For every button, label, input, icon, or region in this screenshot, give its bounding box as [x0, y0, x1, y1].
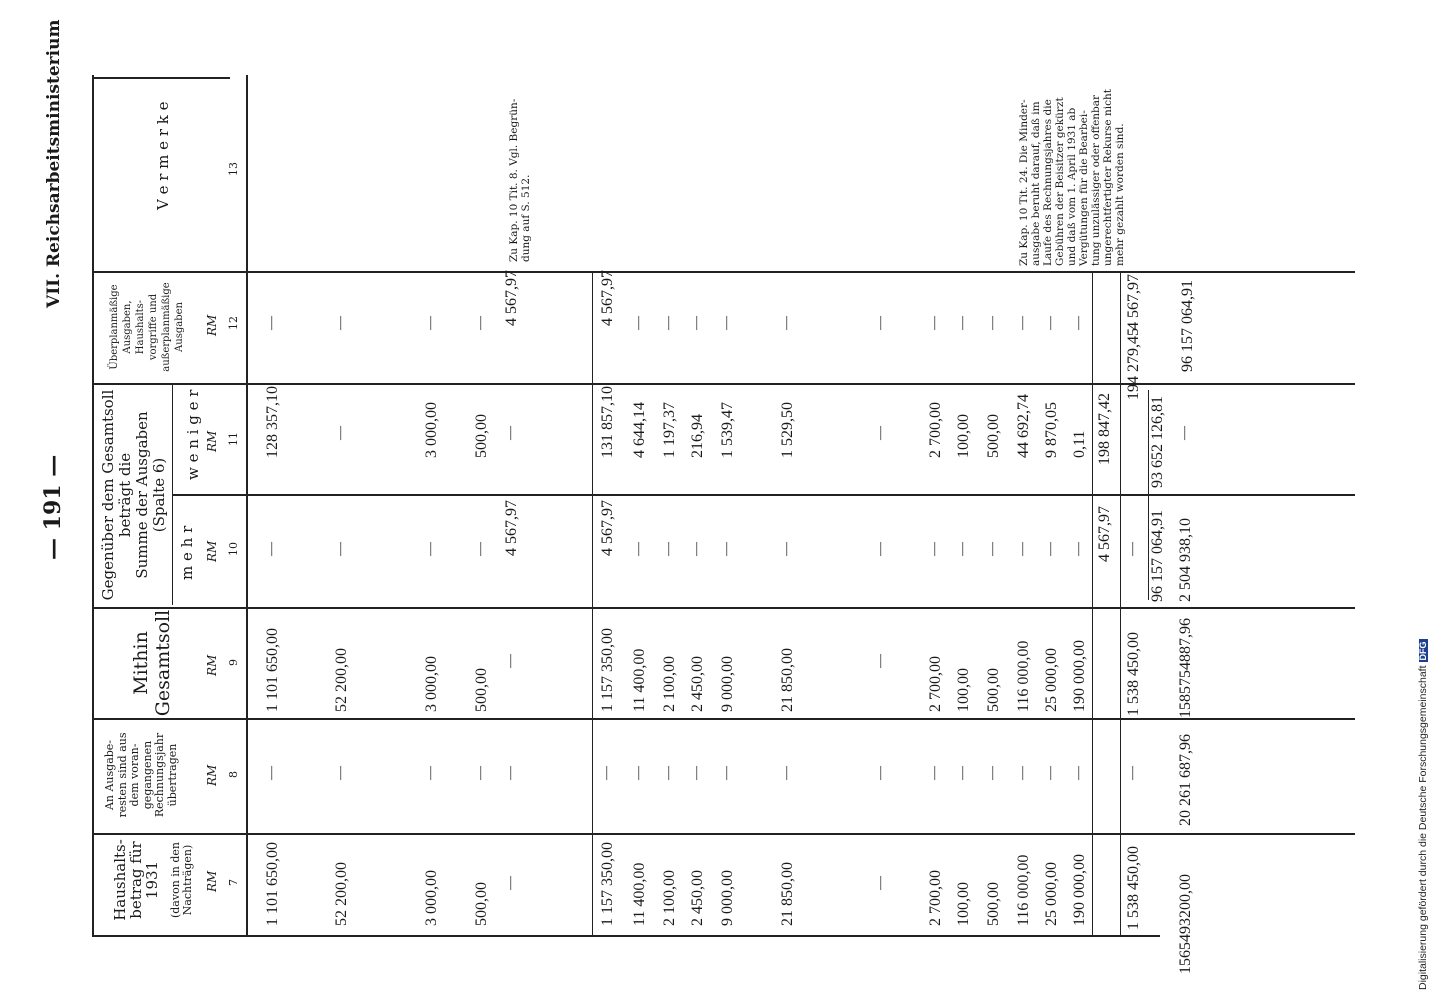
row-14-c10: — — [985, 542, 1000, 556]
grand-c9: 1585754887,96 — [1177, 618, 1194, 718]
row-0-c11: 128 357,10 — [264, 386, 281, 458]
row-14-c11: 500,00 — [985, 414, 1002, 458]
row-0-c10: — — [264, 542, 279, 556]
row-13-c8: — — [955, 766, 970, 780]
note-kap10-tit8: Zu Kap. 10 Tit. 8. Vgl. Begrün- dung auf S. 512. — [508, 98, 532, 262]
header-col13: V e r m e r k e — [154, 101, 172, 210]
row-9-c11: 1 539,47 — [719, 402, 736, 458]
row-10-c9: 21 850,00 — [779, 648, 796, 712]
row-2-c9: 3 000,00 — [423, 656, 440, 712]
subtotal-c9: 1 538 450,00 — [1125, 632, 1142, 716]
row-12-c12: — — [927, 316, 942, 330]
header-col9: Mithin Gesamtsoll — [130, 609, 174, 717]
row-15-c9: 116 000,00 — [1015, 640, 1032, 712]
subtotal-rule-2 — [1092, 272, 1093, 935]
row-12-c11: 2 700,00 — [927, 402, 944, 458]
header-col8-unit: RM — [205, 764, 219, 786]
row-7-c11: 1 197,37 — [661, 402, 678, 458]
header-col11: w e n i g e r — [184, 389, 202, 480]
row-8-c9: 2 450,00 — [689, 656, 706, 712]
row-12-c7: 2 700,00 — [927, 870, 944, 926]
row-12-c10: — — [927, 542, 942, 556]
row-16-c12: — — [1043, 316, 1058, 330]
header-col11-num: 11 — [227, 432, 240, 446]
row-8-c10: — — [689, 542, 704, 556]
header-col8: An Ausgabe- resten sind aus dem voran- gegangenen Rechnungsjahr übertragen — [103, 732, 179, 818]
dfg-logo: DFG — [1418, 641, 1428, 661]
row-13-c12: — — [955, 316, 970, 330]
row-5-c8: — — [599, 766, 614, 780]
row-8-c11: 216,94 — [689, 414, 706, 458]
row-15-c12: — — [1015, 316, 1030, 330]
page-number: — 191 — — [40, 454, 66, 560]
col-sep-12-13 — [92, 271, 1355, 273]
header-col12-num: 12 — [227, 316, 240, 330]
row-16-c10: — — [1043, 542, 1058, 556]
grand-c11a: 93 652 126,81 — [1149, 396, 1166, 488]
header-col13-num: 13 — [227, 162, 240, 176]
row-2-c12: — — [423, 316, 438, 330]
row-7-c8: — — [661, 766, 676, 780]
header-col9-unit: RM — [205, 654, 219, 676]
row-12-c8: — — [927, 766, 942, 780]
row-6-c11: 4 644,14 — [631, 402, 648, 458]
row-11-c12: — — [873, 316, 888, 330]
row-3-c7: 500,00 — [473, 882, 490, 926]
row-4-c12: 4 567,97 — [503, 270, 520, 326]
subtotal-c11: 194 279,45 — [1125, 328, 1142, 400]
row-1-c11: — — [333, 426, 348, 440]
row-7-c7: 2 100,00 — [661, 870, 678, 926]
row-10-c11: 1 529,50 — [779, 402, 796, 458]
row-11-c7: — — [873, 876, 888, 890]
row-3-c10: — — [473, 542, 488, 556]
row-13-c10: — — [955, 542, 970, 556]
brace-line-1 — [1118, 494, 1150, 495]
subtotal-c7: 1 538 450,00 — [1125, 846, 1142, 930]
row-11-c8: — — [873, 766, 888, 780]
brace-line-2 — [1150, 494, 1180, 495]
row-16-c11: 9 870,05 — [1043, 402, 1060, 458]
grand-c12: 96 157 064,91 — [1179, 280, 1196, 372]
row-13-c9: 100,00 — [955, 668, 972, 712]
row-6-c9: 11 400,00 — [631, 648, 648, 712]
grand-c10a: 96 157 064,91 — [1149, 510, 1166, 602]
row-17-c12: — — [1071, 316, 1086, 330]
header-col7-sub: (davon in den Nachträgen) — [169, 841, 194, 919]
row-15-c8: — — [1015, 766, 1030, 780]
row-6-c10: — — [631, 542, 646, 556]
row-3-c9: 500,00 — [473, 668, 490, 712]
table-bottom-edge — [92, 935, 1160, 937]
row-3-c8: — — [473, 766, 488, 780]
row-9-c10: — — [719, 542, 734, 556]
row-14-c8: — — [985, 766, 1000, 780]
subtotal-rule — [592, 272, 593, 935]
row-9-c9: 9 000,00 — [719, 656, 736, 712]
row-15-c11: 44 692,74 — [1015, 394, 1032, 458]
row-8-c7: 2 450,00 — [689, 870, 706, 926]
row-1-c7: 52 200,00 — [333, 862, 350, 926]
row-9-c8: — — [719, 766, 734, 780]
row-4-c7: — — [503, 876, 518, 890]
header-col9-num: 9 — [227, 659, 240, 666]
row-17-c10: — — [1071, 542, 1086, 556]
row-7-c12: — — [661, 316, 676, 330]
row-5-c7: 1 157 350,00 — [599, 842, 616, 926]
row-5-c10: 4 567,97 — [599, 500, 616, 556]
header-col10: m e h r — [178, 525, 196, 580]
row-4-c9: — — [503, 654, 518, 668]
row-6-c7: 11 400,00 — [631, 862, 648, 926]
row-12-c9: 2 700,00 — [927, 656, 944, 712]
row-13-c7: 100,00 — [955, 882, 972, 926]
row-2-c7: 3 000,00 — [423, 870, 440, 926]
total-mehr: 4 567,97 — [1096, 506, 1113, 562]
row-14-c12: — — [985, 316, 1000, 330]
row-8-c8: — — [689, 766, 704, 780]
grand-c7: 1565493200,00 — [1177, 874, 1194, 974]
col-sep-8-9 — [92, 718, 1355, 720]
row-4-c11: — — [503, 426, 518, 440]
row-2-c11: 3 000,00 — [423, 402, 440, 458]
row-3-c11: 500,00 — [473, 414, 490, 458]
row-7-c9: 2 100,00 — [661, 656, 678, 712]
row-16-c8: — — [1043, 766, 1058, 780]
row-15-c7: 116 000,00 — [1015, 854, 1032, 926]
header-col10-unit: RM — [205, 540, 219, 562]
col-sep-9-10 — [92, 607, 1355, 609]
table-left-edge — [92, 77, 230, 79]
row-0-c8: — — [264, 766, 279, 780]
row-0-c9: 1 101 650,00 — [264, 628, 281, 712]
row-17-c11: 0,11 — [1071, 430, 1088, 458]
row-10-c8: — — [779, 766, 794, 780]
row-6-c8: — — [631, 766, 646, 780]
grand-c8: 20 261 687,96 — [1177, 734, 1194, 826]
col-sep-7-8 — [92, 833, 1355, 835]
row-4-c8: — — [503, 766, 518, 780]
row-8-c12: — — [689, 316, 704, 330]
subtotal-c12: 4 567,97 — [1125, 274, 1142, 330]
row-9-c12: — — [719, 316, 734, 330]
col-sep-11-12 — [92, 383, 1355, 385]
digitization-text: Digitalisierung gefördert durch die Deutsche Forschungsgemeinschaft — [1417, 665, 1429, 990]
grand-underline — [1148, 390, 1149, 600]
subtotal-c10: — — [1125, 542, 1140, 556]
row-17-c8: — — [1071, 766, 1086, 780]
row-14-c9: 500,00 — [985, 668, 1002, 712]
row-11-c11: — — [873, 426, 888, 440]
row-1-c8: — — [333, 766, 348, 780]
grand-rule — [1120, 272, 1121, 935]
header-col12-unit: RM — [205, 314, 219, 336]
header-col10-num: 10 — [227, 542, 240, 556]
row-5-c11: 131 857,10 — [599, 386, 616, 458]
row-15-c10: — — [1015, 542, 1030, 556]
grand-c11: — — [1177, 426, 1192, 440]
row-1-c12: — — [333, 316, 348, 330]
table-top-rule — [92, 75, 94, 935]
chapter-title: VII. Reichsarbeitsministerium — [44, 19, 64, 308]
grand-c10: 2 504 938,10 — [1177, 518, 1194, 602]
row-13-c11: 100,00 — [955, 414, 972, 458]
row-7-c10: — — [661, 542, 676, 556]
row-0-c12: — — [264, 316, 279, 330]
row-17-c9: 190 000,00 — [1071, 640, 1088, 712]
row-17-c7: 190 000,00 — [1071, 854, 1088, 926]
row-16-c9: 25 000,00 — [1043, 648, 1060, 712]
subtotal-c8: — — [1125, 766, 1140, 780]
row-11-c9: — — [873, 654, 888, 668]
row-3-c12: — — [473, 316, 488, 330]
header-col8-num: 8 — [227, 771, 240, 778]
header-col7-unit: RM — [205, 870, 219, 892]
row-6-c12: — — [631, 316, 646, 330]
row-1-c9: 52 200,00 — [333, 648, 350, 712]
row-10-c7: 21 850,00 — [779, 862, 796, 926]
row-10-c12: — — [779, 316, 794, 330]
header-col12: Überplanmäßige Ausgaben, Haushalts- vorgriffe und außerplanmäßige Ausgaben — [109, 282, 185, 372]
row-11-c10: — — [873, 542, 888, 556]
header-col7-num: 7 — [227, 879, 240, 886]
header-group: Gegenüber dem Gesamtsoll beträgt die Summe der Ausgaben (Spalte 6) — [99, 389, 168, 601]
header-col7: Haushalts- betrag für 1931 — [111, 839, 161, 921]
row-4-c10: 4 567,97 — [503, 500, 520, 556]
header-col11-unit: RM — [205, 430, 219, 452]
row-5-c12: 4 567,97 — [599, 270, 616, 326]
row-14-c7: 500,00 — [985, 882, 1002, 926]
digitization-credit — [1418, 639, 1429, 990]
row-2-c8: — — [423, 766, 438, 780]
row-1-c10: — — [333, 542, 348, 556]
row-9-c7: 9 000,00 — [719, 870, 736, 926]
total-weniger: 198 847,42 — [1096, 393, 1113, 465]
row-0-c7: 1 101 650,00 — [264, 842, 281, 926]
note-kap10-tit24: Zu Kap. 10 Tit. 24. Die Minder- ausgabe beruht darauf, daß im Laufe des Rechnungsjahres die Gebühren der Beisitzer gekürzt und daß vom 1. April 1931 ab Vergütungen für die Bearbei- tung unzulässiger oder offenbar ungerechtfertigter Rekurse nicht mehr gezahlt worden sind. — [1018, 89, 1126, 266]
row-2-c10: — — [423, 542, 438, 556]
row-10-c10: — — [779, 542, 794, 556]
row-5-c9: 1 157 350,00 — [599, 628, 616, 712]
header-bottom-rule — [246, 75, 248, 935]
row-16-c7: 25 000,00 — [1043, 862, 1060, 926]
